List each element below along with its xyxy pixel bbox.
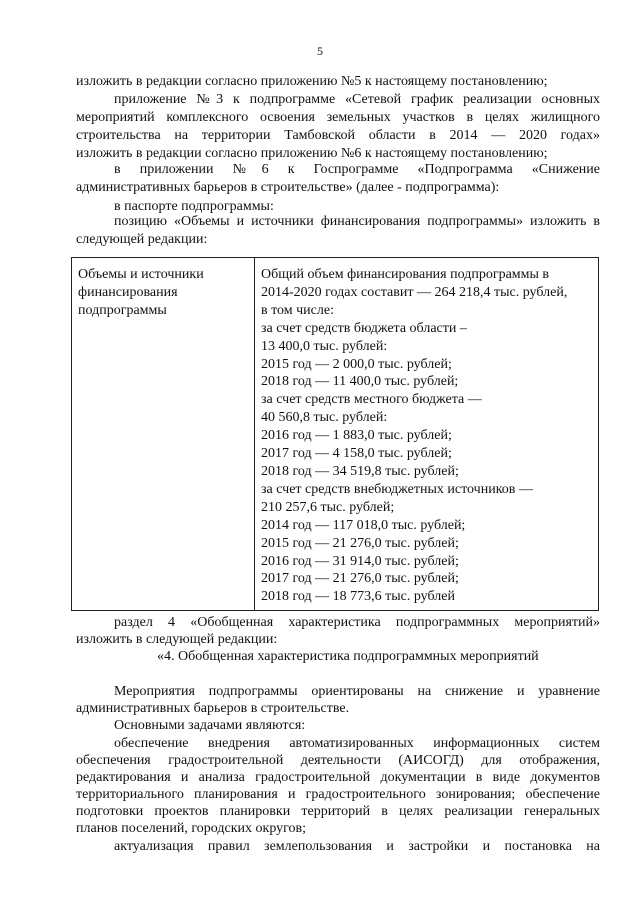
table-value-line: 2016 год — 1 883,0 тыс. рублей; <box>261 428 452 444</box>
table-value-line: 2016 год — 31 914,0 тыс. рублей; <box>261 553 459 569</box>
section-heading: «4. Обобщенная характеристика подпрограммных мероприятий <box>157 649 539 664</box>
paragraph-line: подготовки проектов планировки территорий в целях реализации генеральных <box>76 804 600 819</box>
paragraph-line: административных барьеров в строительстве. <box>76 701 350 716</box>
table-label-line: Объемы и источники <box>78 267 204 282</box>
table-label-line: подпрограммы <box>78 302 167 318</box>
table-value-line: за счет средств внебюджетных источников — <box>261 481 533 497</box>
paragraph-line: планов поселений, городских округов; <box>76 821 307 836</box>
paragraph-line: обеспечение внедрения автоматизированных информационных систем <box>114 736 600 751</box>
paragraph-line: актуализация правил землепользования и застройки и постановка на <box>114 839 600 854</box>
table-value-line: 2018 год — 11 400,0 тыс. рублей; <box>261 374 459 390</box>
paragraph-line: позицию «Объемы и источники финансирования подпрограммы» изложить в <box>114 214 600 229</box>
table-value-line: в том числе: <box>261 302 334 318</box>
table-value-line: 2014-2020 годах составит — 264 218,4 тыс. рублей, <box>261 284 568 300</box>
table-value-line: 2018 год — 34 519,8 тыс. рублей; <box>261 463 459 479</box>
table-label-cell <box>72 258 255 611</box>
table-value-line: 210 257,6 тыс. рублей; <box>261 499 395 515</box>
table-value-line: 2014 год — 117 018,0 тыс. рублей; <box>261 517 466 533</box>
table-label-line: финансирования <box>78 284 178 300</box>
table-value-line: 40 560,8 тыс. рублей: <box>261 410 388 426</box>
paragraph-line: приложение №3 к подпрограмме «Сетевой график реализации основных <box>114 92 600 107</box>
table-value-line: 2015 год — 2 000,0 тыс. рублей; <box>261 356 452 372</box>
paragraph-line: Основными задачами являются: <box>114 718 306 733</box>
paragraph-line: мероприятий комплексного освоения земельных участков в целях жилищного <box>76 110 600 125</box>
paragraph-line: изложить в редакции согласно приложению №5 к настоящему постановлению; <box>76 74 548 89</box>
paragraph-line: строительства на территории Тамбовской области в 2014 — 2020 годах» <box>76 128 600 143</box>
paragraph-line: административных барьеров в строительстве» (далее - подпрограмма): <box>76 180 500 195</box>
paragraph-line: следующей редакции: <box>76 232 208 247</box>
table-value-line: 13 400,0 тыс. рублей: <box>261 338 388 354</box>
table-value-line: 2017 год — 4 158,0 тыс. рублей; <box>261 446 452 462</box>
table-value-line: 2018 год — 18 773,6 тыс. рублей <box>261 589 455 605</box>
table-value-line: 2015 год — 21 276,0 тыс. рублей; <box>261 535 459 551</box>
table-value-line: за счет средств бюджета области – <box>261 320 467 336</box>
paragraph-line: территориального планирования и градостроительного зонирования; обеспечение <box>76 787 600 802</box>
table-value-cell <box>255 258 599 611</box>
paragraph-line: редактирования и анализа градостроительной документации в виде документов <box>76 770 600 785</box>
table-value-line: Общий объем финансирования подпрограммы в <box>261 267 550 282</box>
paragraph-line: Мероприятия подпрограммы ориентированы на снижение и уравнение <box>114 684 600 699</box>
paragraph-line: обеспечения градостроительной деятельности (АИСОГД) для отображения, <box>76 753 600 768</box>
page-number: 5 <box>317 44 323 58</box>
paragraph-line: в паспорте подпрограммы: <box>114 199 274 214</box>
table-value-line: 2017 год — 21 276,0 тыс. рублей; <box>261 571 459 587</box>
table-value-line: за счет средств местного бюджета — <box>261 392 482 408</box>
paragraph-line: в приложении №6 к Госпрограмме «Подпрограмма «Снижение <box>114 162 600 177</box>
funding-table <box>71 257 599 611</box>
paragraph-line: изложить в следующей редакции: <box>76 632 278 647</box>
paragraph-line: раздел 4 «Обобщенная характеристика подпрограммных мероприятий» <box>114 615 600 630</box>
table-row <box>72 258 599 611</box>
paragraph-line: изложить в редакции согласно приложению №6 к настоящему постановлению; <box>76 146 548 161</box>
